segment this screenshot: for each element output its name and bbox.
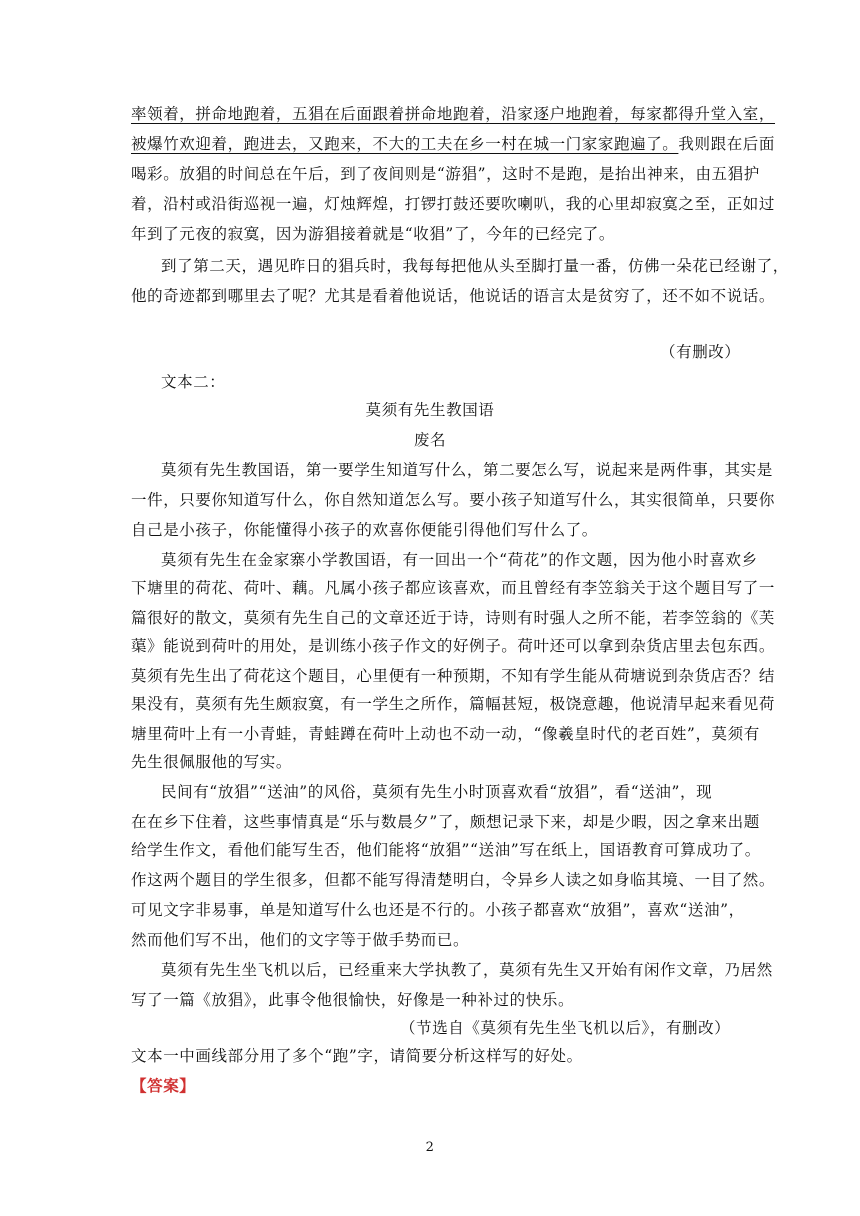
text2-line: 然而他们写不出，他们的文字等于做手势而已。 — [131, 931, 470, 949]
text2-line: 作这两个题目的学生很多，但都不能写得清楚明白，令异乡人读之如身临其境、一目了然。 — [131, 871, 776, 889]
text2-line: 自己是小孩子，你能懂得小孩子的欢喜你便能引得他们写什么了。 — [131, 521, 598, 539]
text2-line: 先生很佩服他的写实。 — [131, 753, 293, 771]
text2-line: 蕖》能说到荷叶的用处，是训练小孩子作文的好例子。荷叶还可以拿到杂货店里去包东西。 — [131, 637, 776, 655]
text2-line: 可见文字非易事，单是知道写什么也还是不行的。小孩子都喜欢“放猖”，喜欢“送油”， — [131, 901, 745, 919]
plain-text: 我则跟在后面 — [678, 135, 776, 153]
text2-line: 篇很好的散文，莫须有先生自己的文章还近于诗，诗则有时强人之所不能，若李笠翁的《芙 — [131, 609, 776, 627]
text1-line-3: 喝彩。放猖的时间总在午后，到了夜间则是“游猖”，这时不是跑，是抬出神来，由五猖护 — [131, 165, 760, 183]
question-text: 文本一中画线部分用了多个“跑”字，请简要分析这样写的好处。 — [131, 1047, 583, 1065]
text2-line: 写了一篇《放猖》，此事令他很愉快，好像是一种补过的快乐。 — [131, 991, 575, 1009]
text2-author: 废名 — [413, 431, 447, 449]
text1-line-5: 年到了元夜的寂寞，因为游猖接着就是“收猖”了，今年的已经完了。 — [131, 225, 615, 243]
text2-title: 莫须有先生教国语 — [365, 401, 495, 419]
text2-line: 莫须有先生教国语，第一要学生知道写什么，第二要怎么写，说起来是两件事，其实是 — [161, 461, 773, 479]
underlined-text: 率领着，拼命地跑着，五猖在后面跟着拼命地跑着，沿家逐户地跑着，每家都得升堂入室， — [131, 105, 776, 123]
page-number: 2 — [425, 1140, 435, 1155]
text1-note: （有删改） — [660, 343, 741, 361]
text2-line: 给学生作文，看他们能写生否，他们能将“放猖”“送油”写在纸上，国语教育可算成功了。 — [131, 841, 761, 859]
text2-line: 在在乡下住着，这些事情真是“乐与数晨夕”了，颇想记录下来，却是少暇，因之拿来出题 — [131, 813, 760, 831]
text1-line-7: 他的奇迹都到哪里去了呢？尤其是看着他说话，他说话的语言太是贫穷了，还不如不说话。 — [131, 287, 776, 305]
answer-label: 【答案】 — [131, 1076, 196, 1095]
text2-source: （节选自《莫须有先生坐飞机以后》，有删改） — [400, 1019, 731, 1037]
text2-line: 莫须有先生在金家寨小学教国语，有一回出一个“荷花”的作文题，因为他小时喜欢乡 — [161, 551, 758, 569]
text2-line: 民间有“放猖”“送油”的风俗，莫须有先生小时顶喜欢看“放猖”，看“送油”，现 — [161, 783, 713, 801]
text2-line: 一件，只要你知道写什么，你自然知道怎么写。要小孩子知道写什么，其实很简单，只要你 — [131, 491, 776, 509]
text2-line: 果没有，莫须有先生颇寂寞，有一学生之所作，篇幅甚短，极饶意趣，他说清早起来看见荷 — [131, 695, 776, 713]
text2-line: 莫须有先生出了荷花这个题目，心里便有一种预期，不知有学生能从荷塘说到杂货店否？结 — [131, 667, 776, 685]
text1-line-4: 着，沿村或沿街巡视一遍，灯烛辉煌，打锣打鼓还要吹喇叭，我的心里却寂寞之至，正如过 — [131, 195, 776, 213]
text1-line-6: 到了第二天，遇见昨日的猖兵时，我每每把他从头至脚打量一番，仿佛一朵花已经谢了， — [161, 257, 789, 275]
text2-line: 塘里荷叶上有一小青蛙，青蛙蹲在荷叶上动也不动一动，“像羲皇时代的老百姓”，莫须有 — [131, 725, 760, 743]
text2-line: 莫须有先生坐飞机以后，已经重来大学执教了，莫须有先生又开始有闲作文章，乃居然 — [161, 961, 773, 979]
text1-line-2 — [131, 134, 775, 154]
text2-label: 文本二： — [161, 373, 226, 391]
underlined-text: 被爆竹欢迎着，跑进去，又跑来，不大的工夫在乡一村在城一门家家跑遍了。 — [131, 135, 679, 153]
text1-line-1 — [131, 104, 775, 124]
text2-line: 下塘里的荷花、荷叶、藕。凡属小孩子都应该喜欢，而且曾经有李笠翁关于这个题目写了一 — [131, 579, 776, 597]
